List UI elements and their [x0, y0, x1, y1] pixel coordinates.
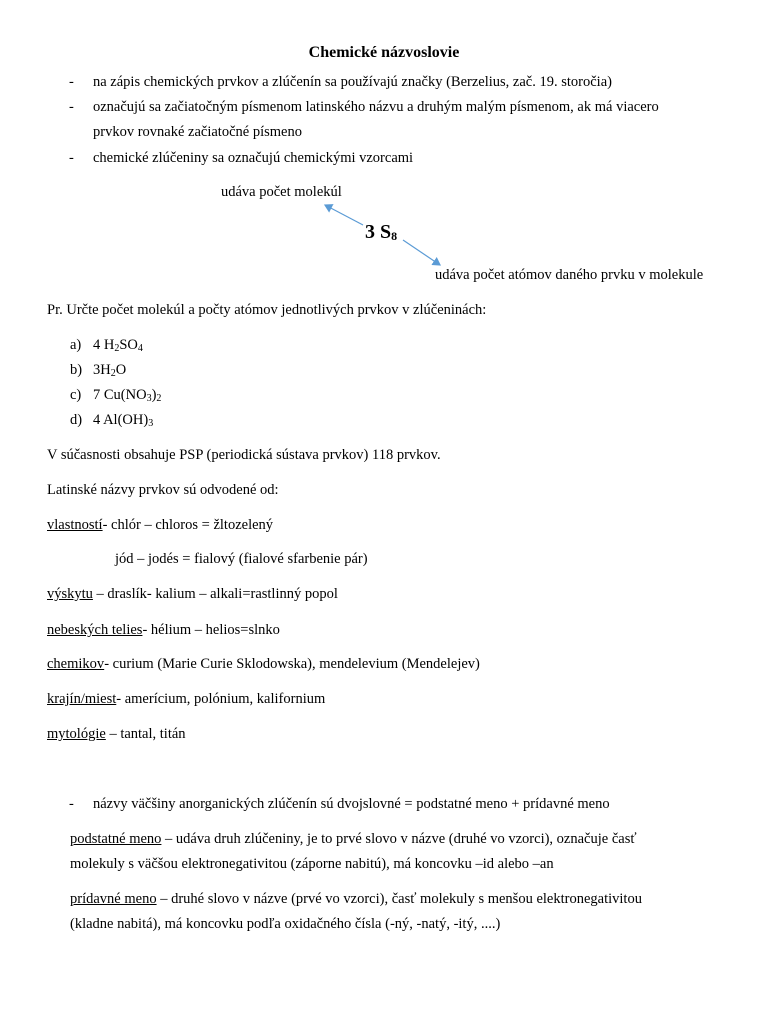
- origin-line: [47, 656, 480, 673]
- origin-term: výskytu: [47, 586, 93, 602]
- noun-definition-continued: molekuly s väčšou elektronegativitou (záporne nabitú), má koncovku –id alebo –an: [70, 856, 554, 872]
- adjective-definition-continued: (kladne nabitá), má koncovku podľa oxidačného čísla (-ný, -natý, -itý, ....): [70, 916, 501, 932]
- bullet-dash: -: [69, 150, 74, 166]
- formula-part: SO: [119, 337, 138, 353]
- formula-subscript: 3: [146, 393, 152, 404]
- formula-main: 3 S: [365, 221, 392, 243]
- formula-subscript: 3: [148, 418, 154, 429]
- exercise-prompt: Pr. Určte počet molekúl a počty atómov jednotlivých prvkov v zlúčeninách:: [47, 302, 487, 318]
- origin-term: chemikov: [47, 656, 105, 672]
- item-label: a): [70, 337, 82, 353]
- bullet-dash: -: [69, 99, 74, 115]
- item-label: d): [70, 412, 83, 428]
- origin-description: - hélium – helios=slnko: [142, 622, 280, 638]
- arrow-to-molecule-label: [325, 205, 363, 225]
- origin-term: vlastností: [47, 517, 103, 533]
- origin-line: [47, 691, 325, 708]
- origin-line: [47, 726, 186, 743]
- compound-formula: [93, 412, 153, 429]
- atom-count-label: udáva počet atómov daného prvku v molekule: [435, 267, 704, 283]
- noun-term: podstatné meno: [70, 831, 162, 847]
- bullet-dash: -: [69, 796, 74, 812]
- origin-line: [115, 551, 368, 568]
- bullet-dash: -: [69, 74, 74, 90]
- compound-formula: [93, 387, 161, 404]
- origin-description: - chlór – chloros = žltozelený: [102, 517, 274, 533]
- bullet-text-continued: prvkov rovnaké začiatočné písmeno: [93, 124, 302, 140]
- compound-formula: [93, 362, 126, 379]
- formula-part: 3H: [93, 362, 111, 378]
- formula-part: 4 Al(OH): [93, 412, 149, 428]
- formula-subscript: 8: [391, 229, 398, 243]
- origin-description: - curium (Marie Curie Sklodowska), mendelevium (Mendelejev): [104, 656, 480, 672]
- origin-term: mytológie: [47, 726, 106, 742]
- adjective-text: – druhé slovo v názve (prvé vo vzorci), časť molekuly s menšou elektronegativitou: [156, 891, 642, 907]
- origin-description: jód – jodés = fialový (fialové sfarbenie pár): [115, 551, 368, 567]
- origin-description: - amerícium, polónium, kalifornium: [116, 691, 326, 707]
- compound-formula: [93, 337, 143, 354]
- formula-subscript: 2: [114, 343, 120, 354]
- bullet-text: na zápis chemických prvkov a zlúčenín sa používajú značky (Berzelius, zač. 19. storočia): [93, 74, 612, 90]
- bullet-text: chemické zlúčeniny sa označujú chemickými vzorcami: [93, 150, 414, 166]
- noun-text: – udáva druh zlúčeniny, je to prvé slovo v názve (druhé vo vzorci), označuje časť: [161, 831, 637, 847]
- annotation-arrows: [0, 0, 768, 300]
- formula-part: ): [151, 387, 157, 403]
- formula-subscript: 2: [110, 368, 116, 379]
- latin-names-paragraph: Latinské názvy prvkov sú odvodené od:: [47, 482, 279, 498]
- formula-part: 7 Cu(NO: [93, 387, 147, 403]
- origin-term: nebeských telies: [47, 622, 143, 638]
- bullet-text: označujú sa začiatočným písmenom latinského názvu a druhým malým písmenom, ak má viacero: [93, 99, 659, 115]
- item-label: b): [70, 362, 83, 378]
- origin-line: [47, 517, 273, 534]
- item-label: c): [70, 387, 82, 403]
- psp-paragraph: V súčasnosti obsahuje PSP (periodická sústava prvkov) 118 prvkov.: [47, 447, 441, 463]
- formula-part: 4 H: [93, 337, 115, 353]
- page-title: Chemické názvoslovie: [308, 44, 460, 61]
- naming-bullet: názvy väčšiny anorganických zlúčenín sú dvojslovné = podstatné meno + prídavné meno: [93, 796, 610, 812]
- origin-term: krajín/miest: [47, 691, 117, 707]
- origin-description: – tantal, titán: [105, 726, 186, 742]
- formula-subscript: 4: [137, 343, 143, 354]
- adjective-term: prídavné meno: [70, 891, 157, 907]
- adjective-definition: [70, 891, 642, 908]
- origin-line: [47, 622, 280, 639]
- noun-definition: [70, 831, 637, 848]
- formula-subscript: 2: [156, 393, 162, 404]
- molecule-count-label: udáva počet molekúl: [221, 184, 342, 200]
- arrow-to-atom-label: [403, 240, 440, 265]
- origin-line: [47, 586, 338, 603]
- formula-part: O: [115, 362, 127, 378]
- origin-description: – draslík- kalium – alkali=rastlinný popol: [92, 586, 338, 602]
